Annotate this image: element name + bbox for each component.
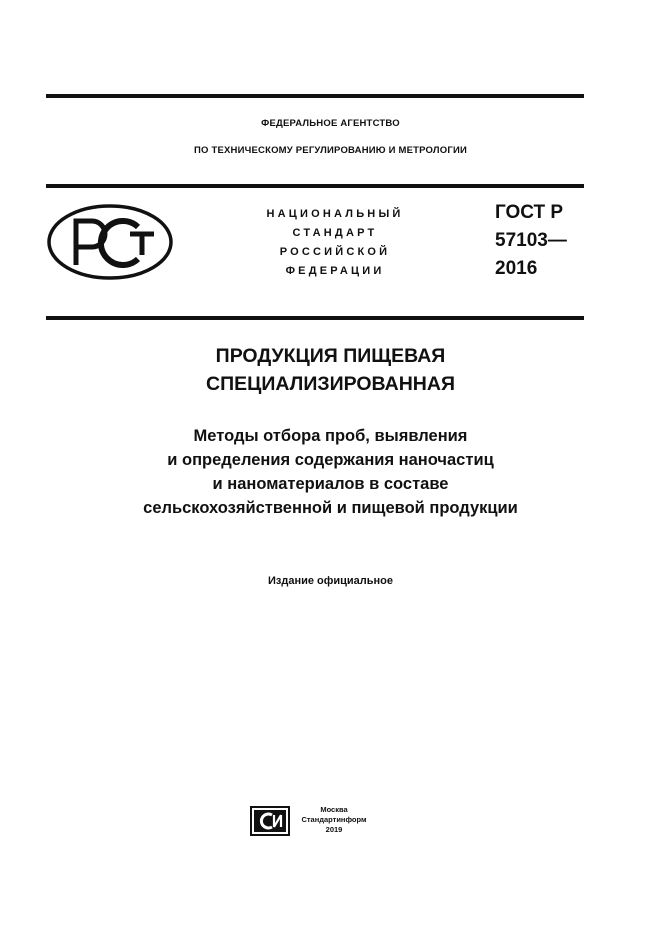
agency-name-line1: ФЕДЕРАЛЬНОЕ АГЕНТСТВО: [261, 118, 400, 129]
subtitle-line4: сельскохозяйственной и пищевой продукции: [143, 499, 518, 517]
document-subtitle: [0, 424, 661, 520]
agency-name-line2: ПО ТЕХНИЧЕСКОМУ РЕГУЛИРОВАНИЮ И МЕТРОЛОГИИ: [194, 145, 467, 156]
document-title: [0, 342, 661, 398]
standard-type-line1: НАЦИОНАЛЬНЫЙ: [266, 208, 404, 220]
standard-type: [240, 205, 430, 281]
publisher-city: Москва: [320, 805, 348, 814]
header-bottom-rule: [46, 316, 584, 320]
standartinform-logo-icon: [250, 806, 290, 836]
designation-line2: 57103—: [495, 230, 567, 251]
publisher-name: Стандартинформ: [301, 815, 367, 824]
publisher-info: [295, 805, 373, 835]
subtitle-line3: и наноматериалов в составе: [212, 475, 449, 493]
designation-line3: 2016: [495, 258, 538, 279]
standard-designation: [495, 199, 567, 283]
publisher-logo: [250, 806, 290, 841]
subtitle-line1: Методы отбора проб, выявления: [193, 427, 468, 445]
title-line1: ПРОДУКЦИЯ ПИЩЕВАЯ: [215, 345, 446, 367]
edition-label: Издание официальное: [267, 575, 394, 587]
rst-logo: [46, 203, 176, 286]
standard-type-line4: ФЕДЕРАЦИИ: [285, 265, 385, 277]
standard-type-line3: РОССИЙСКОЙ: [279, 246, 391, 258]
designation-line1: ГОСТ Р: [495, 202, 564, 223]
top-rule: [46, 94, 584, 98]
title-line2: СПЕЦИАЛИЗИРОВАННАЯ: [206, 373, 455, 395]
rst-logo-icon: [46, 203, 176, 281]
standard-type-line2: СТАНДАРТ: [292, 227, 378, 239]
publisher-year: 2019: [325, 825, 343, 834]
header-rule: [46, 184, 584, 188]
subtitle-line2: и определения содержания наночастиц: [167, 451, 494, 469]
